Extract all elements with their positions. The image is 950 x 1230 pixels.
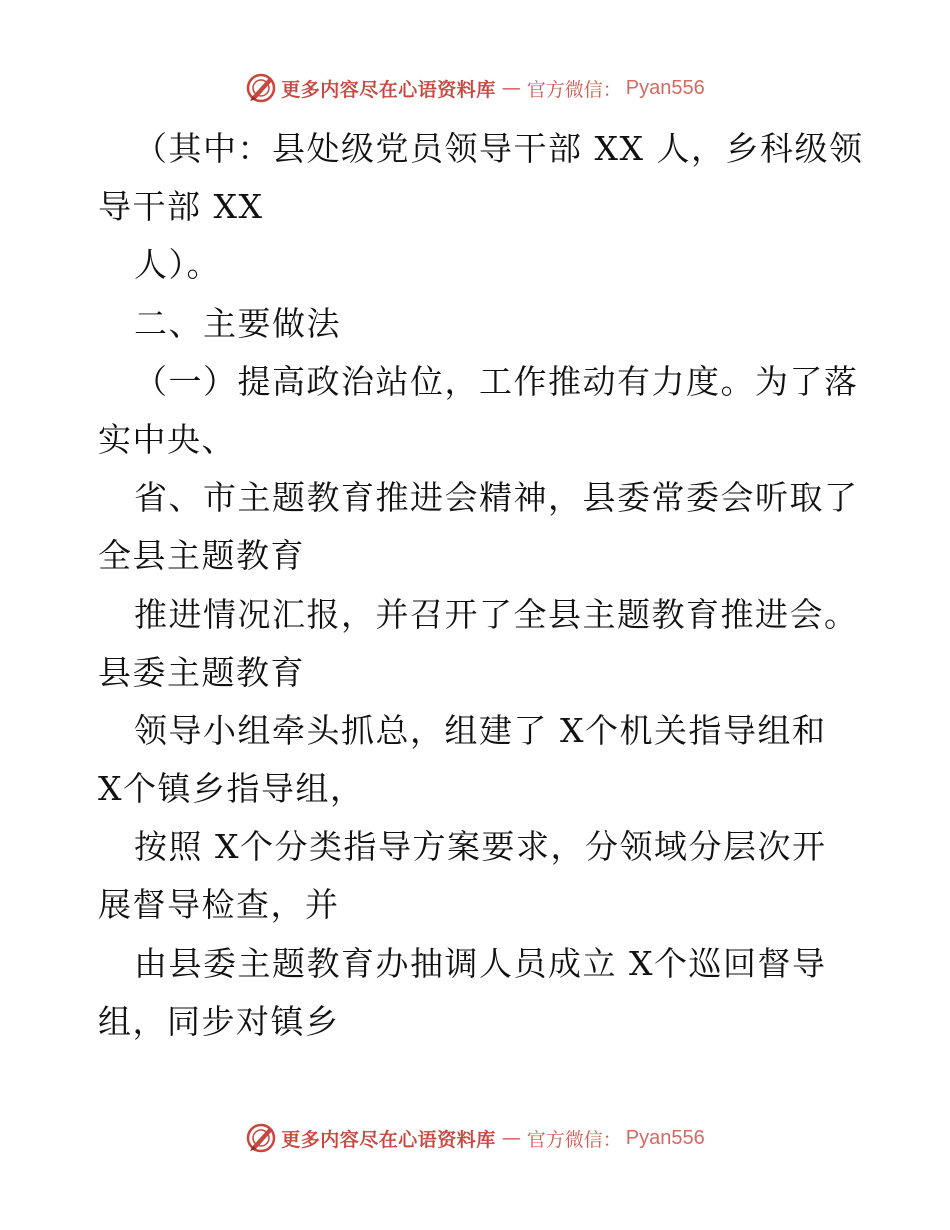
- text-line: 导干部 XX: [98, 187, 264, 227]
- section-heading: 二、主要做法: [134, 303, 341, 343]
- header-banner: [0, 72, 950, 104]
- banner-contact-label: 官方微信：: [526, 78, 622, 101]
- text-line: 全县主题教育: [98, 536, 305, 576]
- text-line: 由县委主题教育办抽调人员成立 X个巡回督导: [134, 943, 827, 983]
- text-line: 人）。: [134, 245, 221, 285]
- banner-separator: —: [501, 1127, 521, 1149]
- document-body: [98, 120, 864, 1051]
- quill-seal-icon: [245, 72, 277, 104]
- banner-contact-label: 官方微信：: [526, 1128, 622, 1151]
- text-line: 县委主题教育: [98, 652, 305, 692]
- text-line: X个镇乡指导组，: [98, 769, 365, 809]
- text-line: 组，同步对镇乡: [98, 1001, 340, 1041]
- text-line: 展督导检查，并: [98, 885, 340, 925]
- text-line: （一）提高政治站位，工作推动有力度。为了落: [134, 361, 859, 401]
- banner-brand: 更多内容尽在心语资料库: [281, 1128, 496, 1151]
- banner-contact-id: Pyan556: [625, 1126, 705, 1149]
- text-line: 推进情况汇报，并召开了全县主题教育推进会。: [134, 594, 859, 634]
- banner-separator: —: [501, 77, 521, 99]
- quill-seal-icon: [245, 1122, 277, 1154]
- footer-banner: [0, 1122, 950, 1154]
- text-line: 按照 X个分类指导方案要求，分领域分层次开: [134, 827, 827, 867]
- text-line: （其中：县处级党员领导干部 XX 人，乡科级领: [134, 129, 864, 168]
- banner-brand: 更多内容尽在心语资料库: [281, 78, 496, 101]
- text-line: 省、市主题教育推进会精神，县委常委会听取了: [134, 478, 859, 518]
- text-line: 实中央、: [98, 419, 236, 459]
- banner-contact-id: Pyan556: [625, 76, 705, 99]
- text-line: 领导小组牵头抓总，组建了 X个机关指导组和: [134, 710, 827, 750]
